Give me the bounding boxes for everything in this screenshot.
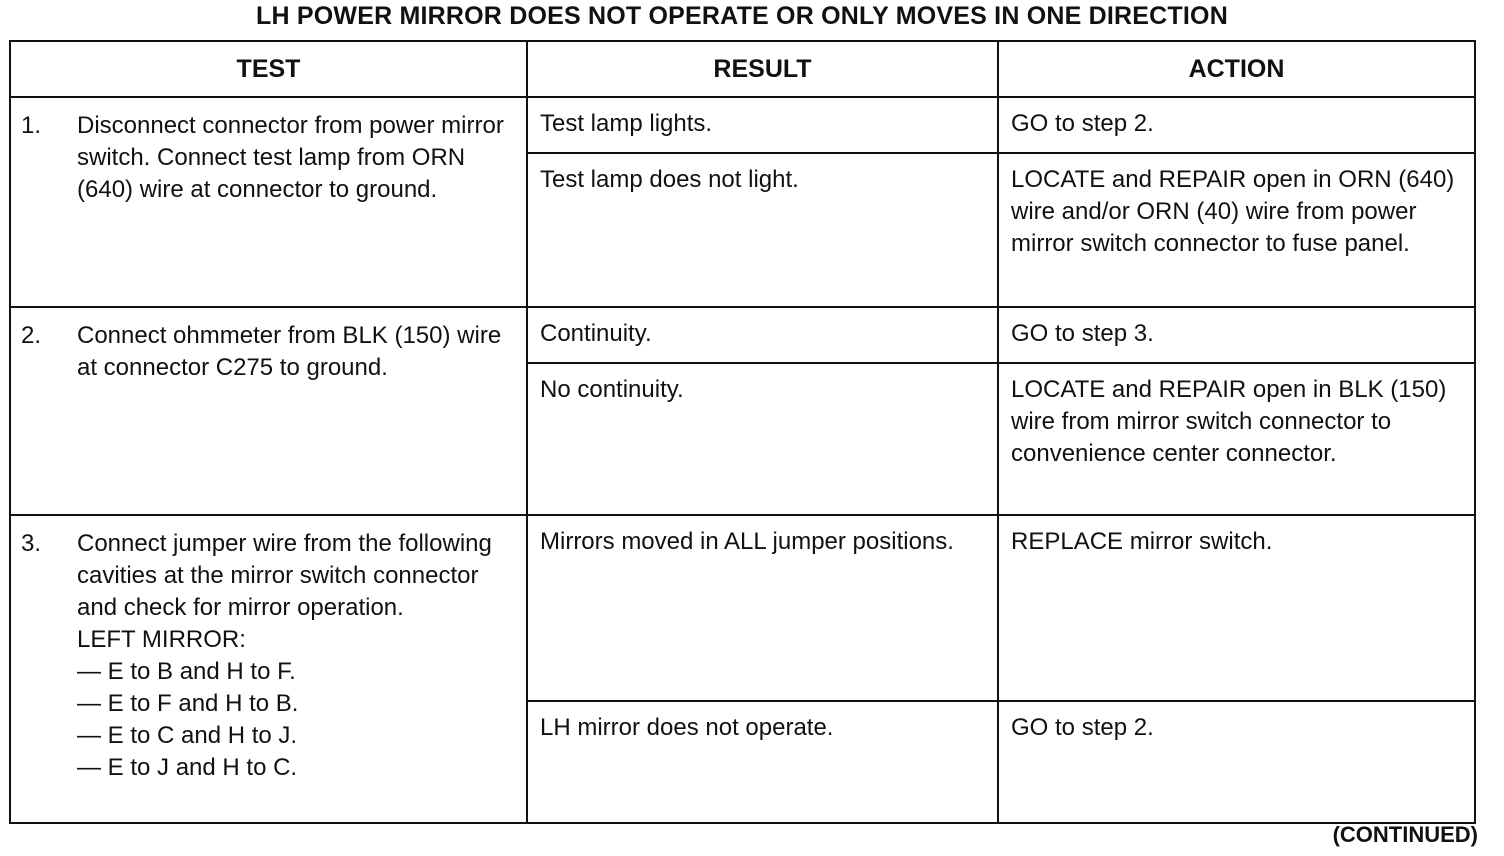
table-row bbox=[10, 515, 1475, 701]
result-cell: No continuity. bbox=[527, 363, 998, 515]
test-text: Disconnect connector from power mirror switch. Connect test lamp from ORN (640) wire at connector to ground. bbox=[77, 112, 504, 203]
continued-label: (CONTINUED) bbox=[1332, 822, 1478, 847]
result-cell: Test lamp does not light. bbox=[527, 153, 998, 307]
step-1-test bbox=[10, 97, 527, 307]
step-number: 1. bbox=[21, 112, 42, 139]
header-action: ACTION bbox=[998, 41, 1475, 97]
list-item: — E to F and H to B. bbox=[77, 690, 299, 717]
list-item: — E to C and H to J. bbox=[77, 722, 298, 749]
list-item: — E to J and H to C. bbox=[77, 754, 298, 781]
action-cell: GO to step 3. bbox=[998, 307, 1475, 363]
result-cell: Test lamp lights. bbox=[527, 97, 998, 153]
step-2-test bbox=[10, 307, 527, 515]
step-3-test bbox=[10, 515, 527, 823]
action-cell: GO to step 2. bbox=[998, 701, 1475, 823]
diagnostic-table bbox=[9, 40, 1476, 824]
list-item: — E to B and H to F. bbox=[77, 658, 296, 685]
test-text: Connect ohmmeter from BLK (150) wire at connector C275 to ground. bbox=[77, 322, 502, 381]
test-subheading: LEFT MIRROR: bbox=[77, 626, 246, 653]
action-cell: REPLACE mirror switch. bbox=[998, 515, 1475, 701]
result-cell: Continuity. bbox=[527, 307, 998, 363]
header-test: TEST bbox=[10, 41, 527, 97]
action-cell: LOCATE and REPAIR open in BLK (150) wire from mirror switch connector to convenience center connector. bbox=[998, 363, 1475, 515]
result-cell: Mirrors moved in ALL jumper positions. bbox=[527, 515, 998, 701]
table-row bbox=[10, 97, 1475, 153]
action-cell: LOCATE and REPAIR open in ORN (640) wire and/or ORN (40) wire from power mirror switch connector to fuse panel. bbox=[998, 153, 1475, 307]
result-cell: LH mirror does not operate. bbox=[527, 701, 998, 823]
header-row bbox=[10, 41, 1475, 97]
page-title: LH POWER MIRROR DOES NOT OPERATE OR ONLY MOVES IN ONE DIRECTION bbox=[256, 2, 1228, 30]
header-result: RESULT bbox=[527, 41, 998, 97]
step-number: 2. bbox=[21, 322, 42, 349]
step-number: 3. bbox=[21, 530, 42, 557]
action-cell: GO to step 2. bbox=[998, 97, 1475, 153]
test-text: Connect jumper wire from the following cavities at the mirror switch connector and check for mirror operation. bbox=[77, 530, 492, 621]
table-row bbox=[10, 307, 1475, 363]
test-text-block bbox=[77, 528, 516, 784]
